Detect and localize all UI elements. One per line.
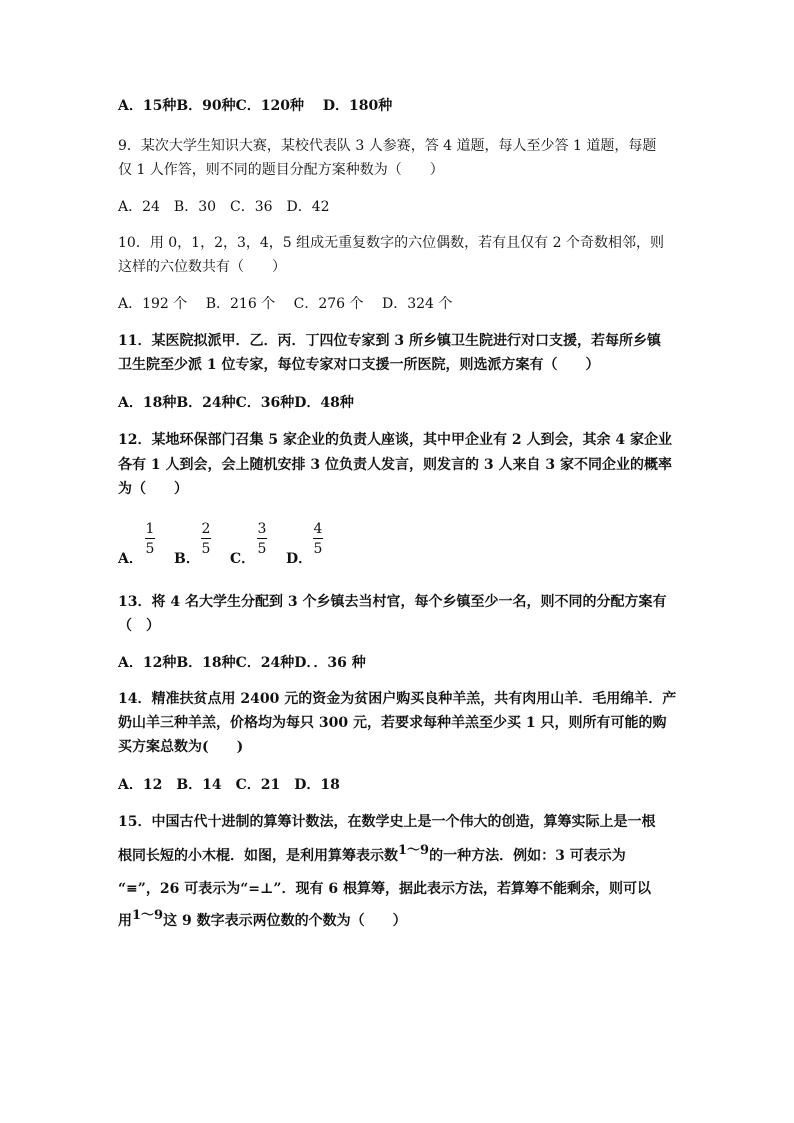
q15-stem-line3: “≡”，26 可表示为“=⊥”．现有 6 根算筹，据此表示方法，若算筹不能剩余，则可以 <box>118 881 651 897</box>
q12-option-d-fraction <box>312 522 324 556</box>
q12-option-d-numerator: 4 <box>313 521 323 537</box>
q9-stem-line1: 9．某次大学生知识大赛，某校代表队 3 人参赛，答 4 道题，每人至少答 1 道题，每题 <box>118 138 657 154</box>
q12-option-d-denominator: 5 <box>313 541 323 557</box>
q10-stem-line2: 这样的六位数共有（ ） <box>118 259 286 275</box>
q15-stem-line4-start: 用 <box>118 913 132 929</box>
q9-options: A．24 B．30 C．36 D．42 <box>118 199 330 215</box>
q13-stem-line2: （ ） <box>118 618 160 634</box>
q10-stem-line1: 10．用 0，1，2，3，4，5 组成无重复数字的六位偶数，若有且仅有 2 个奇数相邻，则 <box>118 235 664 251</box>
q12-option-d-letter: D． <box>286 551 313 567</box>
q14-options: A．12 B．14 C．21 D．18 <box>118 777 340 793</box>
q12-option-c-letter: C． <box>230 551 256 567</box>
q13-options: A．12种B．18种C．24种D．．36 种 <box>118 655 366 671</box>
q8-options: A．15种B．90种C．120种 D．180种 <box>118 98 393 114</box>
q15-stem-line4 <box>118 908 407 932</box>
q12-option-b-denominator: 5 <box>201 541 211 557</box>
q12-option-a-fraction <box>144 522 156 556</box>
q15-stem-line2-end: 的一种方法．例如：3 可表示为 <box>429 848 626 864</box>
q12-stem-line3: 为（ ） <box>118 481 188 497</box>
q12-option-a-numerator: 1 <box>145 521 155 537</box>
q10-options: A．192 个 B．216 个 C．276 个 D．324 个 <box>118 296 453 312</box>
q15-stem-line2 <box>118 843 626 867</box>
q15-stem-line2-start: 根同长短的小木棍．如图，是利用算筹表示数 <box>118 848 398 864</box>
q11-stem-line2: 卫生院至少派 1 位专家，每位专家对口支援一所医院，则选派方案有（ ） <box>118 357 600 373</box>
q14-stem-line1: 14．精准扶贫点用 2400 元的资金为贫困户购买良种羊羔，共有肉用山羊．毛用绵羊．产 <box>118 691 677 707</box>
q15-stem-line1: 15．中国古代十进制的算筹计数法，在数学史上是一个伟大的创造，算筹实际上是一根 <box>118 814 656 830</box>
fraction-bar <box>313 538 323 539</box>
q9-stem-line2: 仅 1 人作答，则不同的题目分配方案种数为（ ） <box>118 162 444 178</box>
q12-option-b-letter: B． <box>174 551 200 567</box>
q12-option-b-numerator: 2 <box>201 521 211 537</box>
q15-range-math: 1～9 <box>398 843 430 858</box>
q12-option-c-denominator: 5 <box>257 541 267 557</box>
fraction-bar <box>257 538 267 539</box>
q13-stem-line1: 13．将 4 名大学生分配到 3 个乡镇去当村官，每个乡镇至少一名，则不同的分配方案有 <box>118 594 667 610</box>
q12-stem-line1: 12．某地环保部门召集 5 家企业的负责人座谈，其中甲企业有 2 人到会，其余 4 家企业 <box>118 432 672 448</box>
fraction-bar <box>145 538 155 539</box>
q12-option-c-fraction <box>256 522 268 556</box>
q14-stem-line3: 买方案总数为( ) <box>118 739 244 755</box>
q11-stem-line1: 11．某医院拟派甲．乙．丙．丁四位专家到 3 所乡镇卫生院进行对口支援，若每所乡镇 <box>118 333 661 349</box>
q15-range-math-2: 1～9 <box>132 908 164 923</box>
q12-option-b-fraction <box>200 522 212 556</box>
q14-stem-line2: 奶山羊三种羊羔，价格均为每只 300 元，若要求每种羊羔至少买 1 只，则所有可能的购 <box>118 715 667 731</box>
q15-stem-line4-end: 这 9 数字表示两位数的个数为（ ） <box>163 913 407 929</box>
q11-options: A．18种B．24种C．36种D．48种 <box>118 395 354 411</box>
q12-option-a-letter: A． <box>118 551 143 567</box>
fraction-bar <box>201 538 211 539</box>
q12-stem-line2: 各有 1 人到会，会上随机安排 3 位负责人发言，则发言的 3 人来自 3 家不同企业的概率 <box>118 457 672 473</box>
q12-option-c-numerator: 3 <box>257 521 267 537</box>
q12-option-a-denominator: 5 <box>145 541 155 557</box>
